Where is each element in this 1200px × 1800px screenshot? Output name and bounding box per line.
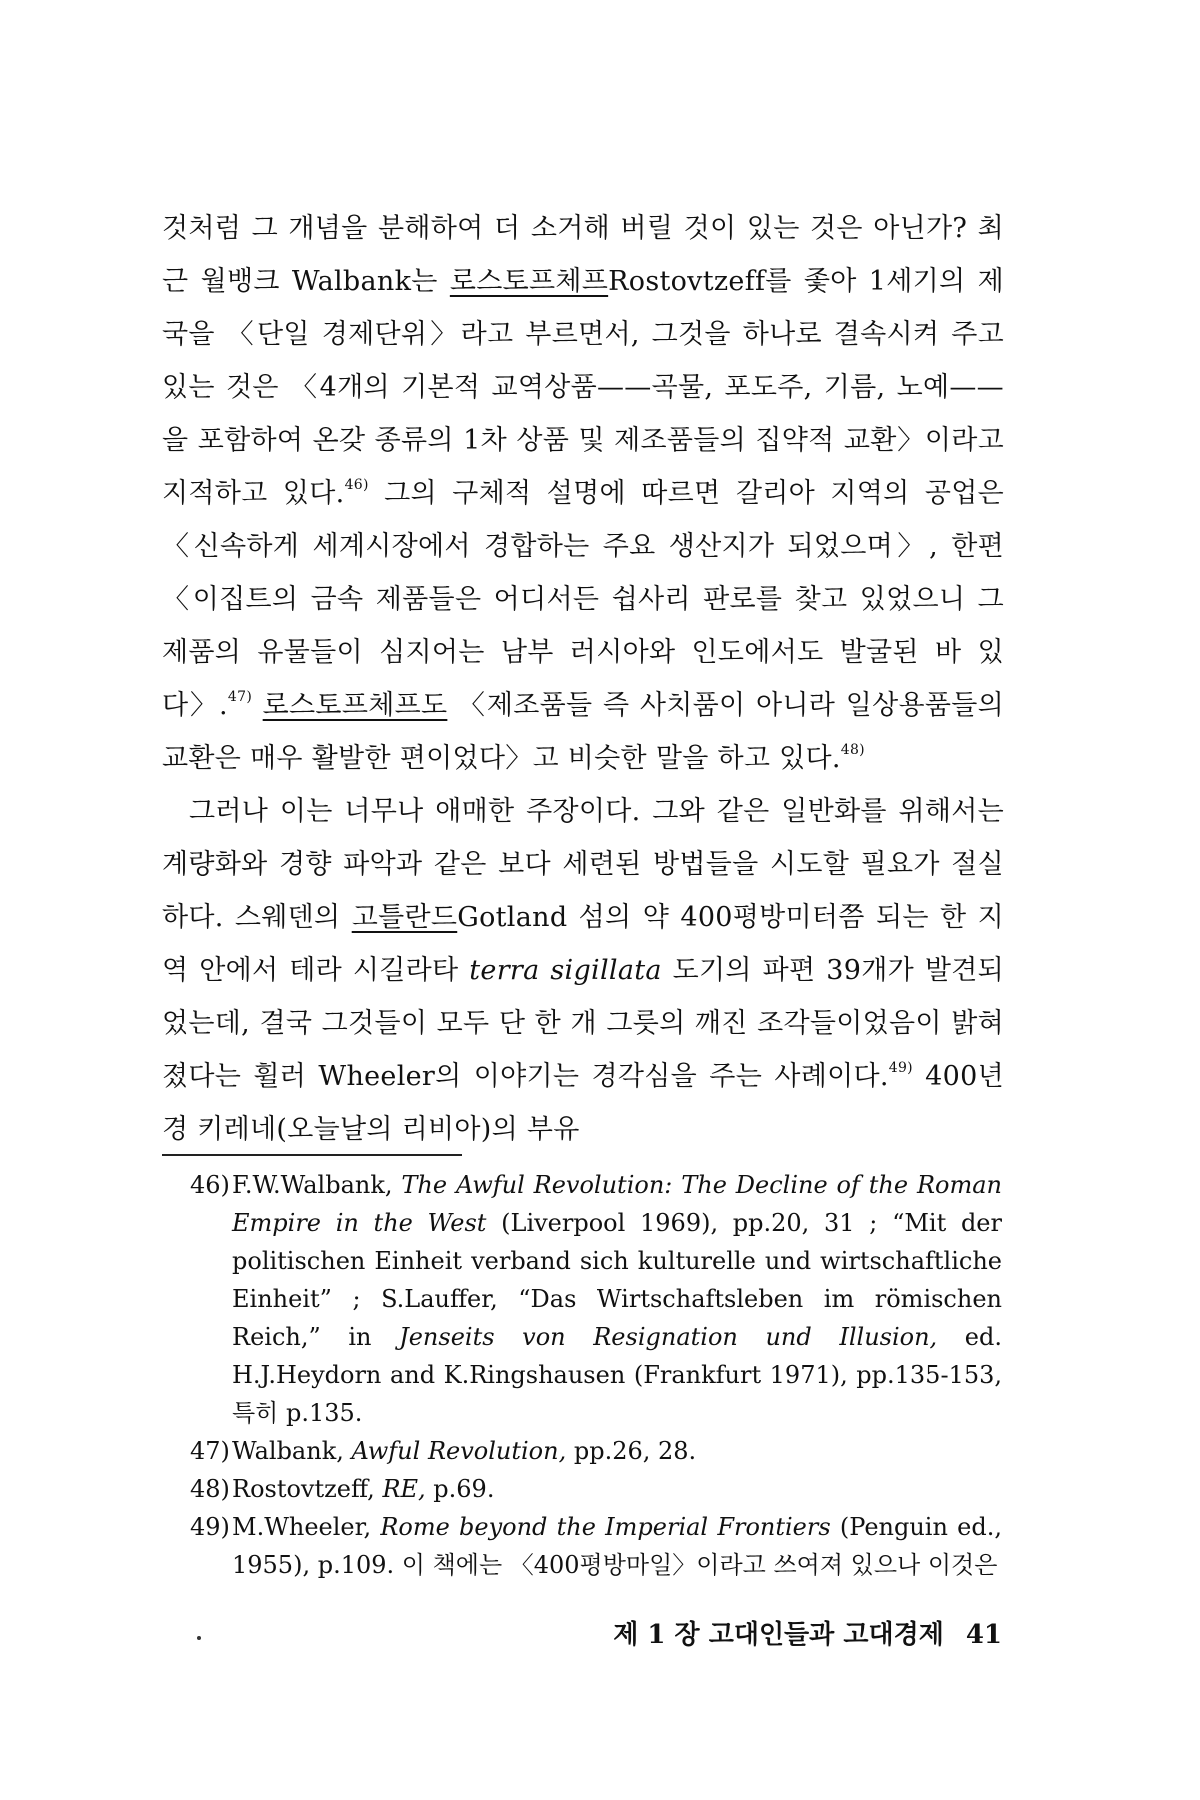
underlined-name: 고틀란드 [351, 902, 458, 933]
italic-term: terra sigillata [469, 955, 662, 986]
footnotes [190, 1166, 1002, 1584]
footnote-47 [190, 1432, 1002, 1470]
footnote-ref-46: 46) [344, 477, 369, 493]
footnote-number: 47) [190, 1437, 230, 1465]
book-title: Rome beyond the Imperial Frontiers [380, 1513, 831, 1541]
text-run: 것처럼 그 개념을 분해하여 더 소거해 버릴 것이 있는 것은 아닌가? 최근 월뱅크 Walbank는 [162, 213, 1004, 297]
underlined-name: 로스토프체프 [449, 266, 609, 297]
paragraph-1 [162, 202, 1004, 785]
text-run: (Penguin ed., 1955), p.109. 이 책에는 〈400평방마일〉이라고 쓰여져 있으나 이것은 [232, 1513, 1002, 1579]
text-run: pp.26, 28. [566, 1437, 697, 1465]
text-run: Walbank, [232, 1437, 352, 1465]
footnote-text [232, 1432, 1002, 1470]
footnote-number: 49) [190, 1513, 230, 1541]
book-title: RE, [382, 1475, 426, 1503]
chapter-title: 제 1 장 고대인들과 고대경제 [613, 1620, 944, 1650]
text-run: 〈제조품들 즉 사치품이 아니라 일상용품들의 교환은 매우 활발한 편이었다〉고 비슷한 말을 하고 있다. [162, 690, 1004, 774]
page-number: 41 [965, 1620, 1002, 1650]
paragraph-2 [162, 785, 1004, 1156]
main-text [162, 202, 1004, 1156]
text-run: M.Wheeler, [232, 1513, 381, 1541]
text-run: (Liverpool 1969), pp.20, 31 ; “Mit der politischen Einheit verband sich kulturelle und wirtschaftliche Einheit” ; S.Lauffer, “Das Wirtschaftsleben im römischen Reich,” in [232, 1209, 1002, 1351]
text-run: 도기의 파편 39개가 발견되었는데, 결국 그것들이 모두 단 한 개 그릇의 깨진 조각들이었음이 밝혀졌다는 휠러 Wheeler의 이야기는 경각심을 주는 사례이다. [162, 955, 1005, 1092]
scan-speck [197, 1636, 201, 1640]
text-run: Gotland 섬의 약 400평방미터쯤 되는 한 지역 안에서 테라 시길라타 [162, 902, 1004, 986]
underlined-name: 로스토프체프도 [262, 690, 448, 721]
text-run: 400년경 키레네(오늘날의 리비아)의 부유 [162, 1061, 1004, 1145]
text-run: 그의 구체적 설명에 따르면 갈리아 지역의 공업은 〈신속하게 세계시장에서 경합하는 주요 생산지가 되었으며〉, 한편 〈이집트의 금속 제품들은 어디서든 쉽사리 판로를 찾고 있었으니 그 제품의 유물들이 심지어는 남부 러시아와 인도에서도 발굴된 바 있다〉. [162, 478, 1004, 721]
text-run: 그러나 이는 너무나 애매한 주장이다. 그와 같은 일반화를 위해서는 계량화와 경향 파악과 같은 보다 세련된 방법들을 시도할 필요가 절실하다. 스웨덴의 [162, 796, 1004, 933]
text-run: Rostovtzeff, [232, 1475, 383, 1503]
footnote-ref-48: 48) [840, 742, 865, 758]
book-title: The Awful Revolution: The Decline of the Roman Empire in the West [232, 1171, 1002, 1237]
footnote-text [232, 1470, 1002, 1508]
footnote-number: 48) [190, 1475, 230, 1503]
footnote-ref-47: 47) [227, 689, 253, 705]
text-run: ed. H.J.Heydorn and K.Ringshausen (Frankfurt 1971), pp.135-153, 특히 p.135. [232, 1323, 1002, 1427]
footnote-ref-49: 49) [888, 1060, 913, 1076]
text-run: F.W.Walbank, [232, 1171, 402, 1199]
footnote-divider [162, 1154, 462, 1156]
text-run: p.69. [425, 1475, 495, 1503]
text-run: Rostovtzeff를 좇아 1세기의 제국을 〈단일 경제단위〉라고 부르면서, 그것을 하나로 결속시켜 주고 있는 것은 〈4개의 기본적 교역상품——곡물, 포도주, 기름, 노예——을 포함하여 온갖 종류의 1차 상품 및 제조품들의 집약적 교환〉이라고 지적하고 있다. [162, 266, 1004, 509]
book-title: Awful Revolution, [351, 1437, 567, 1465]
footnote-number: 46) [190, 1171, 230, 1199]
footnote-text [232, 1166, 1002, 1432]
footnote-49 [190, 1508, 1002, 1584]
running-footer [590, 1614, 1002, 1651]
footnote-48 [190, 1470, 1002, 1508]
footnote-46 [190, 1166, 1002, 1432]
book-title: Jenseits von Resignation und Illusion, [399, 1323, 938, 1351]
footnote-text [232, 1508, 1002, 1584]
